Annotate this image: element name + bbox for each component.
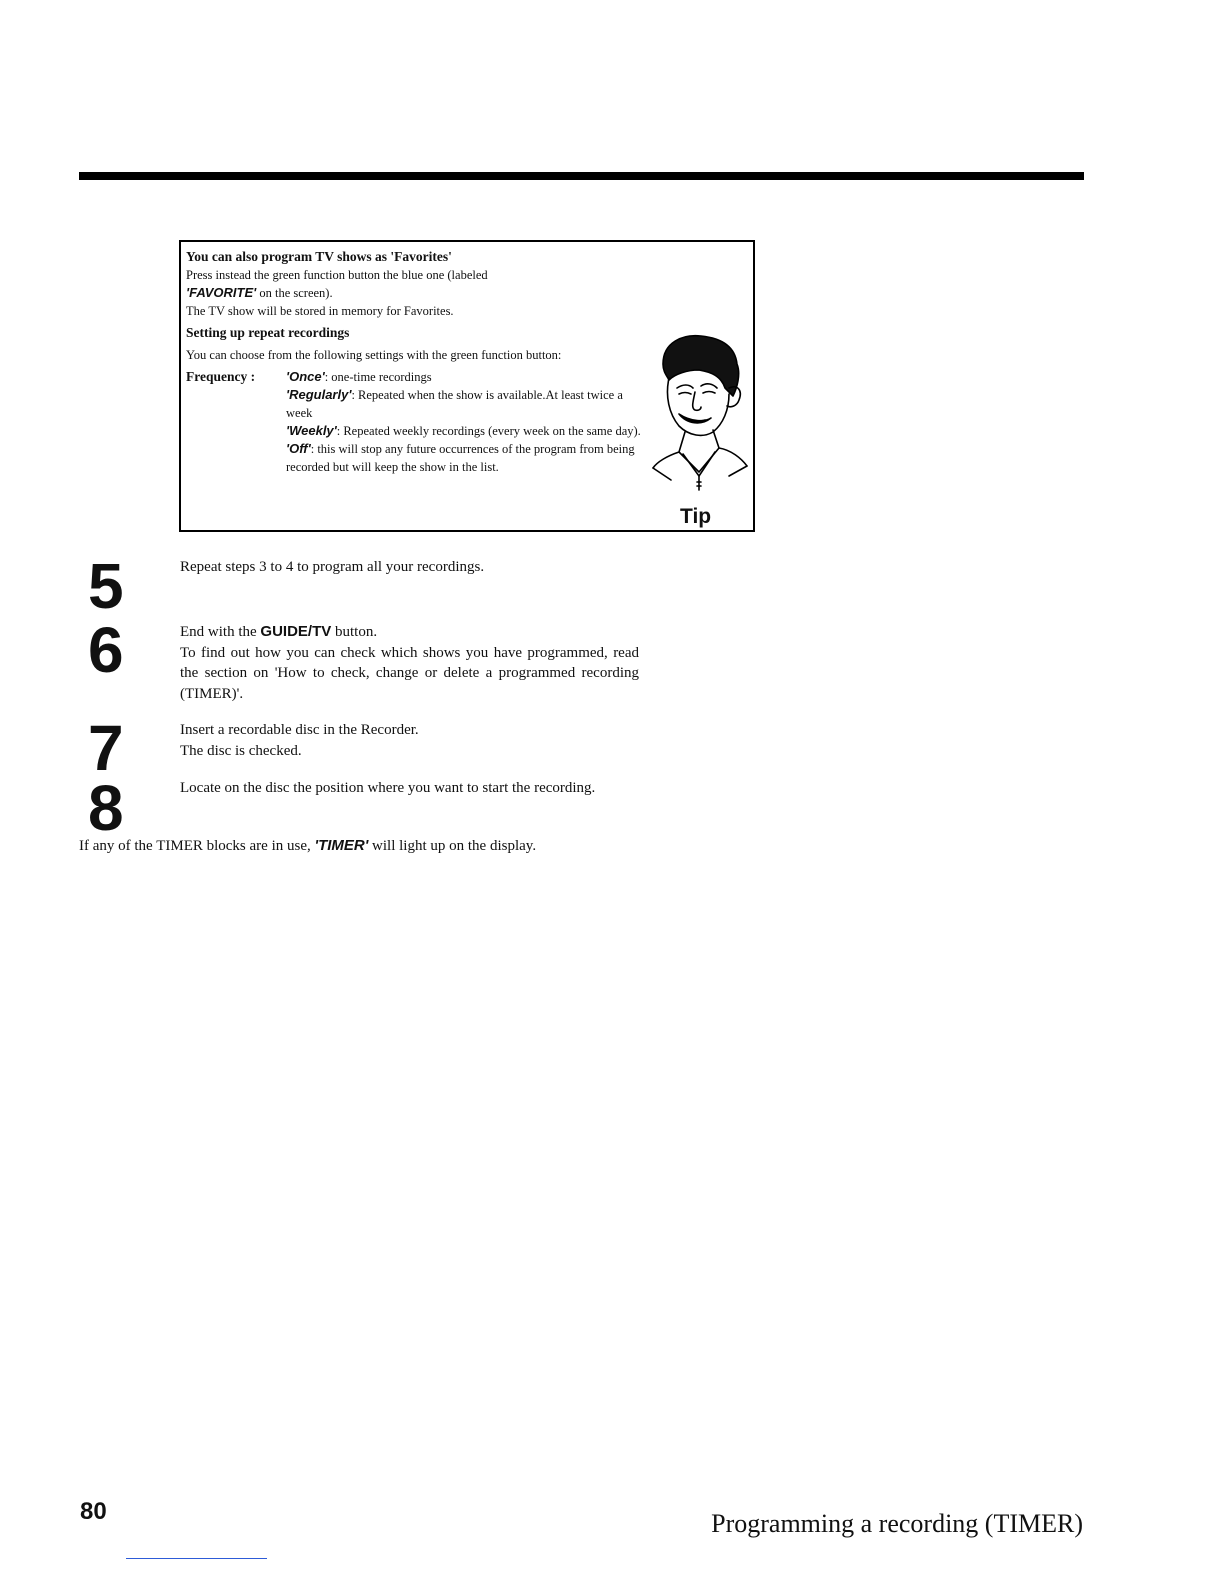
step-6-text xyxy=(180,622,639,704)
page-number: 80 xyxy=(80,1498,107,1525)
step-number-6: 6 xyxy=(88,614,124,686)
step-6-pre: End with the xyxy=(180,624,261,640)
repeat-heading: Setting up repeat recordings xyxy=(186,325,350,340)
repeat-text: You can choose from the following settings with the green function button: xyxy=(186,348,562,362)
step-6-post: button. xyxy=(331,624,378,640)
step-5-line: Repeat steps 3 to 4 to program all your recordings. xyxy=(180,559,485,575)
option-weekly-desc: : Repeated weekly recordings (every week on the same day). xyxy=(336,424,641,438)
top-rule xyxy=(79,172,1084,180)
step-7-line-1: Insert a recordable disc in the Recorder. xyxy=(180,722,419,738)
option-weekly xyxy=(286,422,642,440)
favorites-text-2-rest: on the screen). xyxy=(256,286,333,300)
favorite-button-name: 'FAVORITE' xyxy=(186,285,257,300)
option-off-name: 'Off' xyxy=(286,441,311,456)
option-once xyxy=(286,368,642,386)
step-7-line-2: The disc is checked. xyxy=(180,742,302,759)
tip-content xyxy=(186,248,642,476)
step-number-7: 7 xyxy=(88,712,124,784)
step-6-line-1 xyxy=(180,622,639,643)
option-weekly-name: 'Weekly' xyxy=(286,423,337,438)
tip-label: Tip xyxy=(680,505,712,528)
step-number-5: 5 xyxy=(88,550,124,622)
timer-display-name: 'TIMER' xyxy=(314,837,369,854)
guide-tv-button-name: GUIDE/TV xyxy=(260,623,332,640)
option-once-name: 'Once' xyxy=(286,369,325,384)
bottom-link-underline xyxy=(126,1558,267,1559)
option-regularly-name: 'Regularly' xyxy=(286,387,352,402)
step-5-text xyxy=(180,557,639,578)
step-number-8: 8 xyxy=(88,772,124,844)
timer-note-pre: If any of the TIMER blocks are in use, xyxy=(79,838,315,854)
frequency-label: Frequency : xyxy=(186,369,256,384)
step-6-line-2: To find out how you can check which shows you have programmed, read the section on 'How to check, change or delete a programmed recording (TIMER)'. xyxy=(180,644,639,702)
option-off xyxy=(286,440,642,476)
timer-note xyxy=(79,836,779,856)
step-8-line: Locate on the disc the position where you want to start the recording. xyxy=(180,780,596,796)
step-7-text xyxy=(180,720,639,761)
frequency-options xyxy=(286,368,642,476)
option-regularly-desc: : Repeated when the show is available.At least twice a week xyxy=(286,388,623,420)
favorites-text-3: The TV show will be stored in memory for Favorites. xyxy=(186,304,454,318)
option-once-desc: : one-time recordings xyxy=(324,370,432,384)
favorites-text-2 xyxy=(186,284,642,302)
option-regularly xyxy=(286,386,642,422)
frequency-row xyxy=(186,368,642,476)
step-8-text xyxy=(180,778,639,799)
option-off-desc: : this will stop any future occurrences of the program from being recorded but will keep the show in the list. xyxy=(286,442,635,474)
tip-box xyxy=(179,240,755,532)
mascot-illustration xyxy=(649,330,753,506)
timer-note-post: will light up on the display. xyxy=(368,838,537,854)
favorites-heading: You can also program TV shows as 'Favorites' xyxy=(186,249,452,264)
favorites-text-1: Press instead the green function button the blue one (labeled xyxy=(186,268,488,282)
section-title: Programming a recording (TIMER) xyxy=(711,1509,1083,1538)
